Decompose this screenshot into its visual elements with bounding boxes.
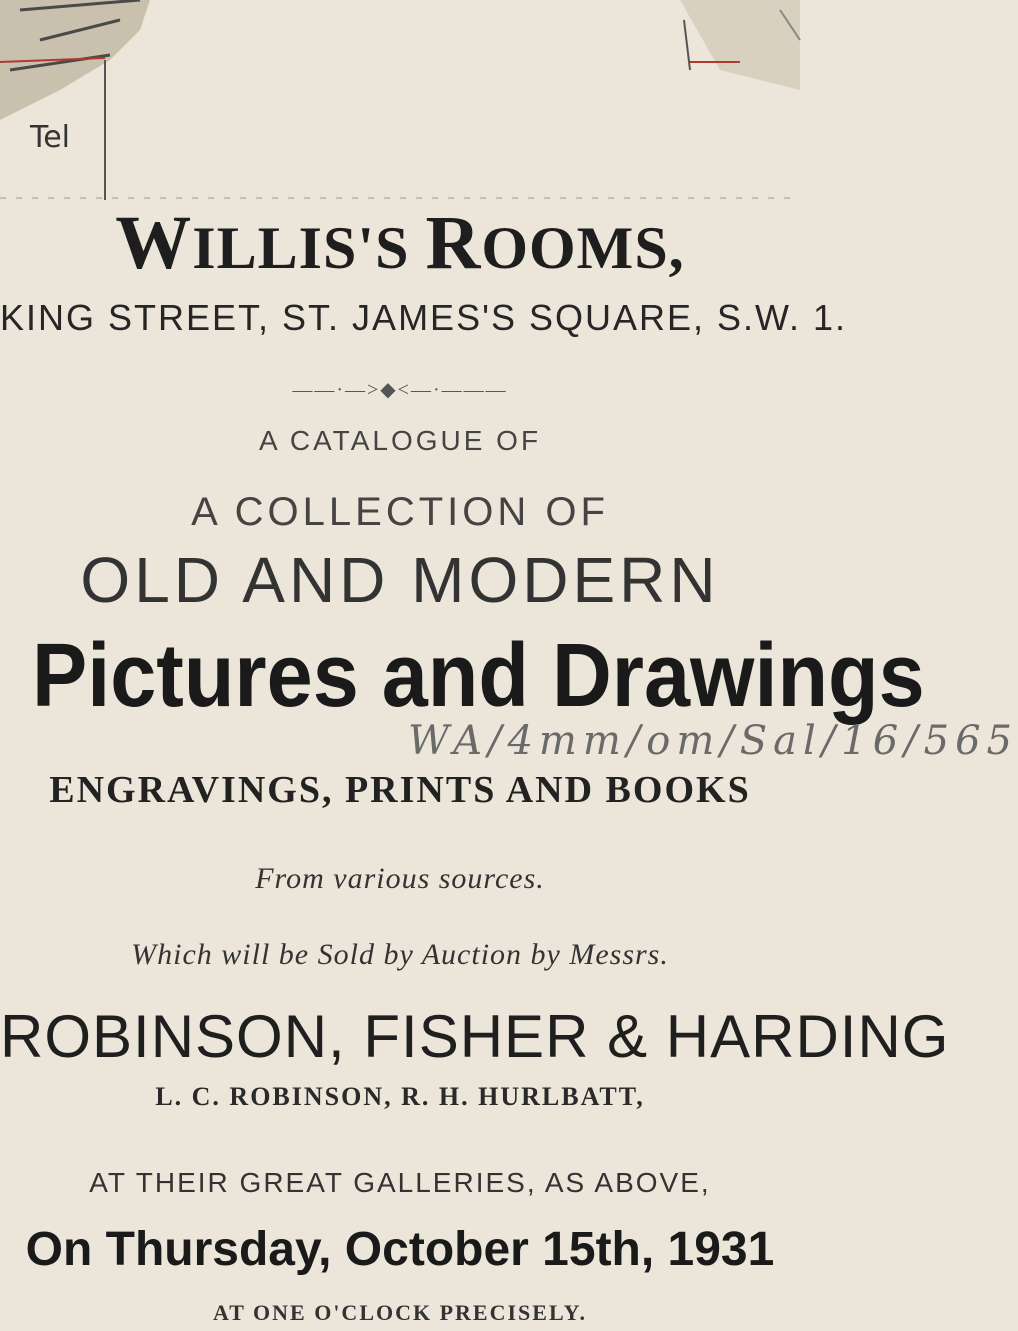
- telephone-fragment: Tel: [30, 120, 71, 155]
- ornament-divider-top: ——·—>◆<—·———: [292, 379, 508, 401]
- venue-address: KING STREET, ST. JAMES'S SQUARE, S.W. 1.: [0, 297, 848, 338]
- catalogue-line-1: A CATALOGUE OF: [258, 425, 542, 456]
- auction-location: AT THEIR GREAT GALLERIES, AS ABOVE,: [89, 1167, 711, 1198]
- scanned-page-edge: [0, 0, 800, 200]
- catalogue-line-5: ENGRAVINGS, PRINTS AND BOOKS: [49, 769, 751, 811]
- catalogue-line-2: A COLLECTION OF: [191, 490, 609, 534]
- catalogue-line-3: OLD AND MODERN: [80, 544, 720, 616]
- auctioneer-firm: ROBINSON, FISHER & HARDING: [0, 1003, 950, 1070]
- auction-intro: Which will be Sold by Auction by Messrs.: [131, 938, 669, 971]
- catalogue-sources: From various sources.: [255, 862, 545, 895]
- auctioneer-partners: L. C. ROBINSON, R. H. HURLBATT,: [155, 1082, 645, 1111]
- venue-title: WILLIS'S ROOMS,: [115, 201, 685, 285]
- auction-time: AT ONE O'CLOCK PRECISELY.: [213, 1300, 587, 1325]
- handwritten-annotation: WA/4mm/om/Sal/16/565: [408, 718, 1018, 764]
- catalogue-heading-pictures-drawings: Pictures and Drawings: [32, 626, 925, 726]
- auction-date: On Thursday, October 15th, 1931: [25, 1223, 775, 1276]
